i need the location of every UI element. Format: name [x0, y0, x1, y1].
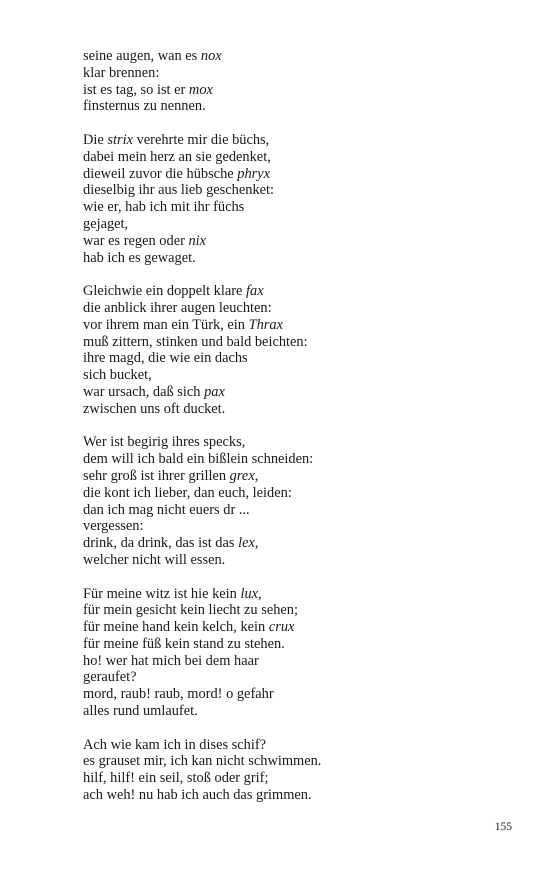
poem-line	[83, 300, 523, 317]
stanza	[83, 434, 523, 568]
poem-line	[83, 468, 523, 485]
poem-line	[83, 602, 523, 619]
latin-word: phryx	[237, 165, 271, 182]
stanza	[83, 132, 523, 266]
poem-line	[83, 149, 523, 166]
line-text: verehrte mir die büchs,	[132, 131, 270, 148]
poem-line	[83, 502, 523, 519]
line-text: war es regen oder	[83, 232, 189, 249]
poem-line	[83, 586, 523, 603]
line-text: Die	[83, 131, 108, 148]
line-text: dieselbig ihr aus lieb geschenket:	[83, 182, 275, 199]
line-text: für meine füß kein stand zu stehen.	[83, 635, 285, 652]
poem-line	[83, 350, 523, 367]
line-text: wie er, hab ich mit ihr füchs	[83, 199, 245, 216]
latin-word: crux	[268, 619, 295, 636]
latin-word: nox	[200, 48, 222, 64]
line-text: Ach wie kam ich in dises schif?	[83, 736, 267, 753]
line-text: finsternus zu nennen.	[83, 98, 206, 115]
line-text: vor ihrem man ein Türk, ein	[83, 316, 249, 333]
poem-line	[83, 98, 523, 115]
stanza	[83, 586, 523, 720]
latin-word: mox	[188, 81, 213, 98]
line-text: muß zittern, stinken und bald beichten:	[83, 333, 308, 350]
poem-line	[83, 669, 523, 686]
line-text: ihre magd, die wie ein dachs	[83, 350, 248, 367]
stanza	[83, 283, 523, 417]
line-text: dabei mein herz an sie gedenket,	[83, 148, 271, 165]
poem-line	[83, 552, 523, 569]
line-text: Für meine witz ist hie kein	[83, 585, 241, 602]
poem-line	[83, 367, 523, 384]
line-text: es grauset mir, ich kan nicht schwimmen.	[83, 753, 322, 770]
line-text: hilf, hilf! ein seil, stoß oder grif;	[83, 770, 269, 787]
page-number: 155	[494, 821, 512, 833]
poem-body	[83, 48, 523, 821]
line-text: die anblick ihrer augen leuchten:	[83, 299, 272, 316]
poem-line	[83, 384, 523, 401]
latin-word: strix	[107, 131, 133, 148]
line-text: seine augen, wan es	[83, 48, 201, 64]
poem-line	[83, 787, 523, 804]
poem-line	[83, 166, 523, 183]
poem-line	[83, 401, 523, 418]
latin-word: lex,	[238, 535, 259, 552]
poem-line	[83, 233, 523, 250]
poem-line	[83, 653, 523, 670]
poem-line	[83, 182, 523, 199]
latin-word: lux,	[240, 585, 262, 602]
poem-line	[83, 132, 523, 149]
poem-line	[83, 686, 523, 703]
line-text: zwischen uns oft ducket.	[83, 400, 226, 417]
line-text: drink, da drink, das ist das	[83, 535, 239, 552]
line-text: mord, raub! raub, mord! o gefahr	[83, 686, 274, 703]
line-text: klar brennen:	[83, 64, 160, 81]
line-text: hab ich es gewaget.	[83, 249, 196, 266]
line-text: alles rund umlaufet.	[83, 703, 198, 720]
poem-line	[83, 216, 523, 233]
latin-word: fax	[246, 283, 264, 300]
poem-line	[83, 619, 523, 636]
poem-line	[83, 65, 523, 82]
line-text: für mein gesicht kein liecht zu sehen;	[83, 602, 298, 619]
poem-line	[83, 535, 523, 552]
poem-line	[83, 250, 523, 267]
poem-line	[83, 703, 523, 720]
line-text: ist es tag, so ist er	[83, 81, 189, 98]
line-text: ach weh! nu hab ich auch das grimmen.	[83, 787, 312, 804]
poem-line	[83, 199, 523, 216]
line-text: gejaget,	[83, 215, 129, 232]
line-text: welcher nicht will essen.	[83, 551, 226, 568]
latin-word: grex,	[229, 467, 259, 484]
poem-line	[83, 753, 523, 770]
poem-line	[83, 451, 523, 468]
line-text: sehr groß ist ihrer grillen	[83, 467, 230, 484]
poem-line	[83, 485, 523, 502]
line-text: dem will ich bald ein bißlein schneiden:	[83, 451, 314, 468]
latin-word: nix	[188, 232, 207, 249]
line-text: Gleichwie ein doppelt klare	[83, 283, 247, 300]
line-text: dieweil zuvor die hübsche	[83, 165, 238, 182]
latin-word: pax	[204, 383, 225, 400]
poem-line	[83, 334, 523, 351]
line-text: ho! wer hat mich bei dem haar	[83, 652, 259, 669]
line-text: die kont ich lieber, dan euch, leiden:	[83, 484, 292, 501]
line-text: Wer ist begirig ihres specks,	[83, 434, 246, 451]
line-text: für meine hand kein kelch, kein	[83, 619, 269, 636]
poem-line	[83, 518, 523, 535]
poem-line	[83, 283, 523, 300]
line-text: war ursach, daß sich	[83, 383, 205, 400]
poem-line	[83, 82, 523, 99]
poem-line	[83, 317, 523, 334]
poem-line	[83, 48, 523, 65]
poem-line	[83, 636, 523, 653]
poem-line	[83, 434, 523, 451]
stanza	[83, 737, 523, 804]
poem-line	[83, 737, 523, 754]
line-text: dan ich mag nicht euers dr ...	[83, 501, 250, 518]
line-text: geraufet?	[83, 669, 137, 686]
stanza	[83, 48, 523, 115]
latin-word: Thrax	[248, 316, 283, 333]
line-text: vergessen:	[83, 518, 144, 535]
line-text: sich bucket,	[83, 367, 152, 384]
poem-line	[83, 770, 523, 787]
